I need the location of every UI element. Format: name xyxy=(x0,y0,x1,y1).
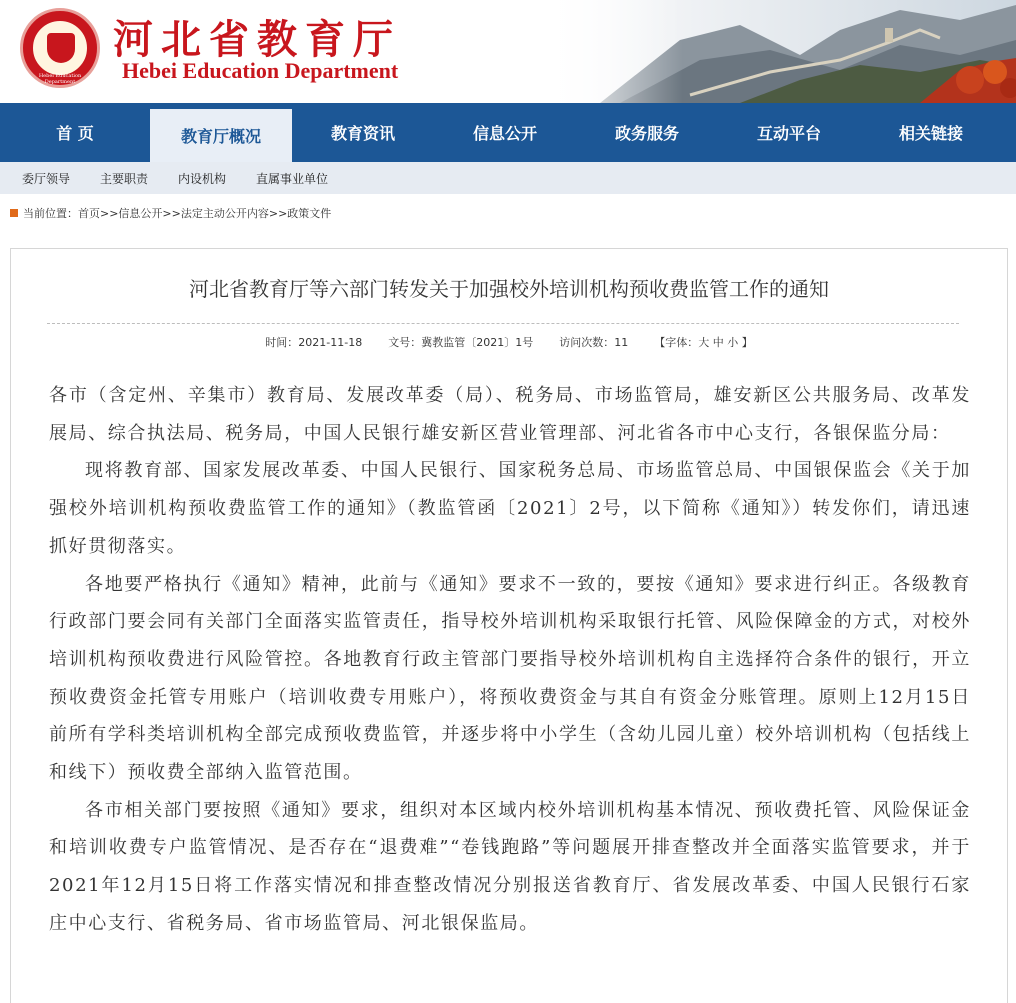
article-title: 河北省教育厅等六部门转发关于加强校外培训机构预收费监管工作的通知 xyxy=(189,277,829,301)
visit-count: 访问次数：11 xyxy=(559,336,629,349)
subnav-item-affiliated-units[interactable]: 直属事业单位 xyxy=(256,171,329,186)
title-divider xyxy=(47,323,959,324)
site-header xyxy=(0,0,1016,103)
paragraph-recipients: 各市（含定州、辛集市）教育局、发展改革委（局）、税务局、市场监管局，雄安新区公共服务局、改革发展局、综合执法局、税务局，中国人民银行雄安新区营业管理部、河北省各市中心支行，各银保监分局： xyxy=(49,385,971,444)
document-number: 文号：冀教监管〔2021〕1号 xyxy=(388,336,534,349)
breadcrumb xyxy=(10,205,331,221)
location-icon xyxy=(10,209,18,217)
site-logo[interactable] xyxy=(20,8,100,88)
main-nav xyxy=(0,103,1016,162)
paragraph-forward: 现将教育部、国家发展改革委、中国人民银行、国家税务总局、市场监管总局、中国银保监会《关于加强校外培训机构预收费监管工作的通知》（教监管函〔2021〕2号，以下简称《通知》）转发你们，请迅速抓好贯彻落实。 xyxy=(49,460,971,557)
sub-nav xyxy=(0,162,1016,194)
subnav-item-duties[interactable]: 主要职责 xyxy=(100,171,149,186)
nav-item-links[interactable]: 相关链接 xyxy=(898,124,963,143)
font-size-selector[interactable]: 【字体：大 中 小 】 xyxy=(654,336,753,349)
nav-item-gov-services[interactable]: 政务服务 xyxy=(614,124,679,143)
logo-torch-icon xyxy=(47,33,75,63)
paragraph-requirements: 各地要严格执行《通知》精神，此前与《通知》要求不一致的，要按《通知》要求进行纠正。各级教育行政部门要会同有关部门全面落实监管责任，指导校外培训机构采取银行托管、风险保障金的方式，对校外培训机构预收费进行风险管控。各地教育行政主管部门要指导校外培训机构自主选择符合条件的银行，开立预收费资金托管专用账户（培训收费专用账户），将预收费资金与其自有资金分账管理。原则上12月15日前所有学科类培训机构全部完成预收费监管，并逐步将中小学生（含幼儿园儿童）校外培训机构（包括线上和线下）预收费全部纳入监管范围。 xyxy=(49,573,971,784)
nav-item-interaction[interactable]: 互动平台 xyxy=(756,124,821,143)
site-title-english: Hebei Education Department xyxy=(122,58,399,83)
breadcrumb-text[interactable]: 当前位置：首页>>信息公开>>法定主动公开内容>>政策文件 xyxy=(23,207,332,220)
article-container xyxy=(10,248,1008,1003)
great-wall-banner-image xyxy=(540,0,1016,103)
article-body xyxy=(49,377,971,943)
logo-ring-text: Hebei Education Department xyxy=(38,73,82,85)
article-meta xyxy=(11,334,1007,350)
nav-item-overview[interactable]: 教育厅概况 xyxy=(150,109,292,162)
site-title: 河北省教育厅 xyxy=(113,16,401,63)
nav-item-info-disclosure[interactable]: 信息公开 xyxy=(472,124,537,143)
paragraph-reporting: 各市相关部门要按照《通知》要求，组织对本区域内校外培训机构基本情况、预收费托管、风险保证金和培训收费专户监管情况、是否存在“退费难”“卷钱跑路”等问题展开排查整改并全面落实监管要求，并于2021年12月15日将工作落实情况和排查整改情况分别报送省教育厅、省发展改革委、中国人民银行石家庄中心支行、省税务局、省市场监管局、河北银保监局。 xyxy=(49,799,971,934)
logo-emblem xyxy=(31,19,89,77)
subnav-item-leaders[interactable]: 委厅领导 xyxy=(22,171,71,186)
nav-item-home[interactable]: 首 页 xyxy=(56,124,94,143)
subnav-item-departments[interactable]: 内设机构 xyxy=(178,171,227,186)
nav-item-news[interactable]: 教育资讯 xyxy=(330,124,395,143)
publish-date: 时间：2021-11-18 xyxy=(265,336,363,349)
